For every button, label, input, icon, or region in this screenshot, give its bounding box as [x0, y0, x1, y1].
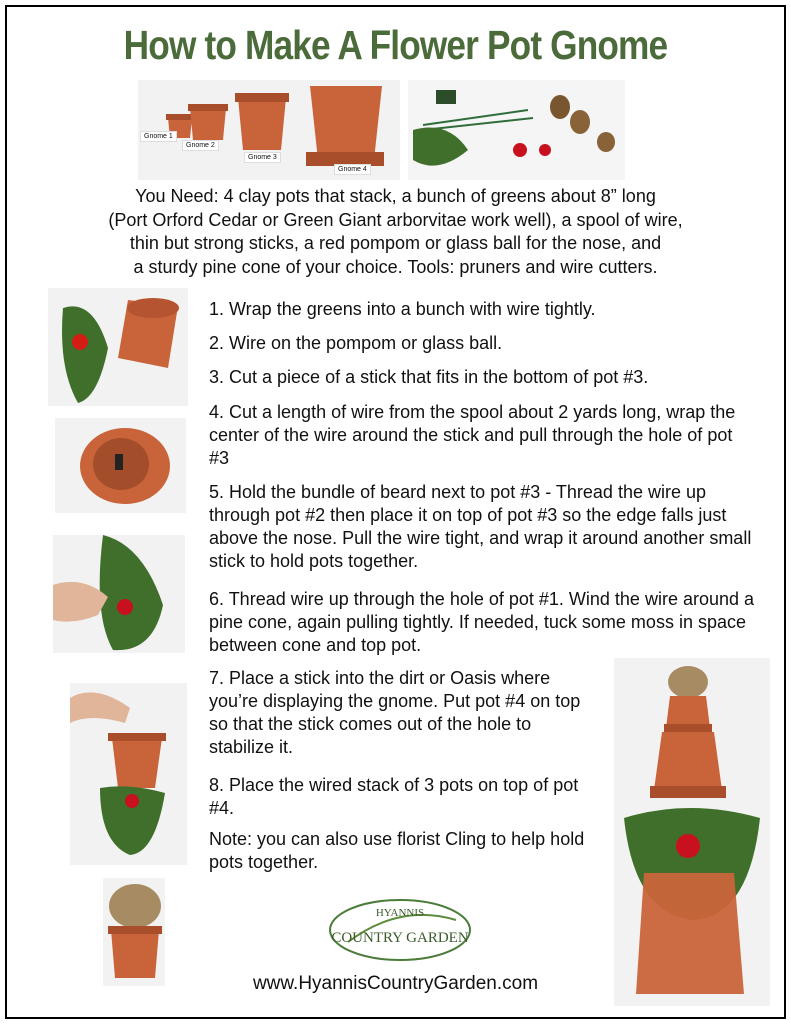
intro-line: You Need: 4 clay pots that stack, a bunch of greens about 8” long — [135, 186, 656, 206]
logo-text-bottom: COUNTRY GARDEN — [331, 930, 469, 946]
stacking-pots-image — [70, 683, 187, 865]
pot-label-3: Gnome 3 — [244, 152, 281, 163]
step6-photo — [103, 878, 165, 986]
finished-gnome-image — [614, 658, 770, 1006]
logo-text-top: HYANNIS — [375, 907, 425, 919]
website-url[interactable]: www.HyannisCountryGarden.com — [252, 973, 539, 994]
intro-line: thin but strong sticks, a red pompom or glass ball for the nose, and — [129, 233, 662, 253]
materials-image — [408, 80, 625, 180]
step-5: 5. Hold the bundle of beard next to pot #3 - Thread the wire up through pot #2 then place it on top of pot #3 so the edge falls just above the nose. Pull the wire tight, and wrap it around another small stick to hold pots together. — [209, 482, 752, 571]
step-7: 7. Place a stick into the dirt or Oasis where you’re displaying the gnome. Put pot #4 on top so that the stick comes out of the hole to stabilize it. — [209, 668, 581, 757]
pot-label-2: Gnome 2 — [182, 140, 219, 151]
step-1: 1. Wrap the greens into a bunch with wire tightly. — [209, 299, 596, 319]
pinecone-on-pot-image — [103, 878, 165, 986]
step-2: 2. Wire on the pompom or glass ball. — [209, 333, 503, 353]
hyannis-country-garden-logo — [328, 898, 473, 962]
greens-bundle-image — [48, 288, 188, 406]
step4-photo — [55, 418, 186, 513]
pot-label-1: Gnome 1 — [140, 131, 177, 142]
materials-photo — [408, 80, 625, 180]
finished-gnome-photo — [614, 658, 770, 1006]
intro-line: a sturdy pine cone of your choice. Tools: pruners and wire cutters. — [133, 256, 658, 277]
note: Note: you can also use florist Cling to help hold pots together. — [209, 829, 585, 872]
step1-photo — [48, 288, 188, 406]
step-8: 8. Place the wired stack of 3 pots on top of pot #4. — [209, 775, 579, 818]
pots-photo — [138, 80, 400, 180]
step5-photo — [53, 535, 185, 653]
you-need-paragraph — [40, 185, 751, 279]
step-3: 3. Cut a piece of a stick that fits in the bottom of pot #3. — [209, 367, 649, 387]
step-4: 4. Cut a length of wire from the spool about 2 yards long, wrap the center of the wire around the stick and pull through the hole of pot #3 — [209, 402, 736, 468]
page-title: How to Make A Flower Pot Gnome — [123, 22, 668, 68]
pot-label-4: Gnome 4 — [334, 164, 371, 175]
step-6: 6. Thread wire up through the hole of pot #1. Wind the wire around a pine cone, again pulling tightly. If needed, tuck some moss in space between cone and top pot. — [209, 589, 755, 655]
intro-line: (Port Orford Cedar or Green Giant arborvitae work well), a spool of wire, — [108, 209, 683, 230]
hand-holding-beard-image — [53, 535, 185, 653]
pot-with-wire-image — [55, 418, 186, 513]
step7-photo — [70, 683, 187, 865]
